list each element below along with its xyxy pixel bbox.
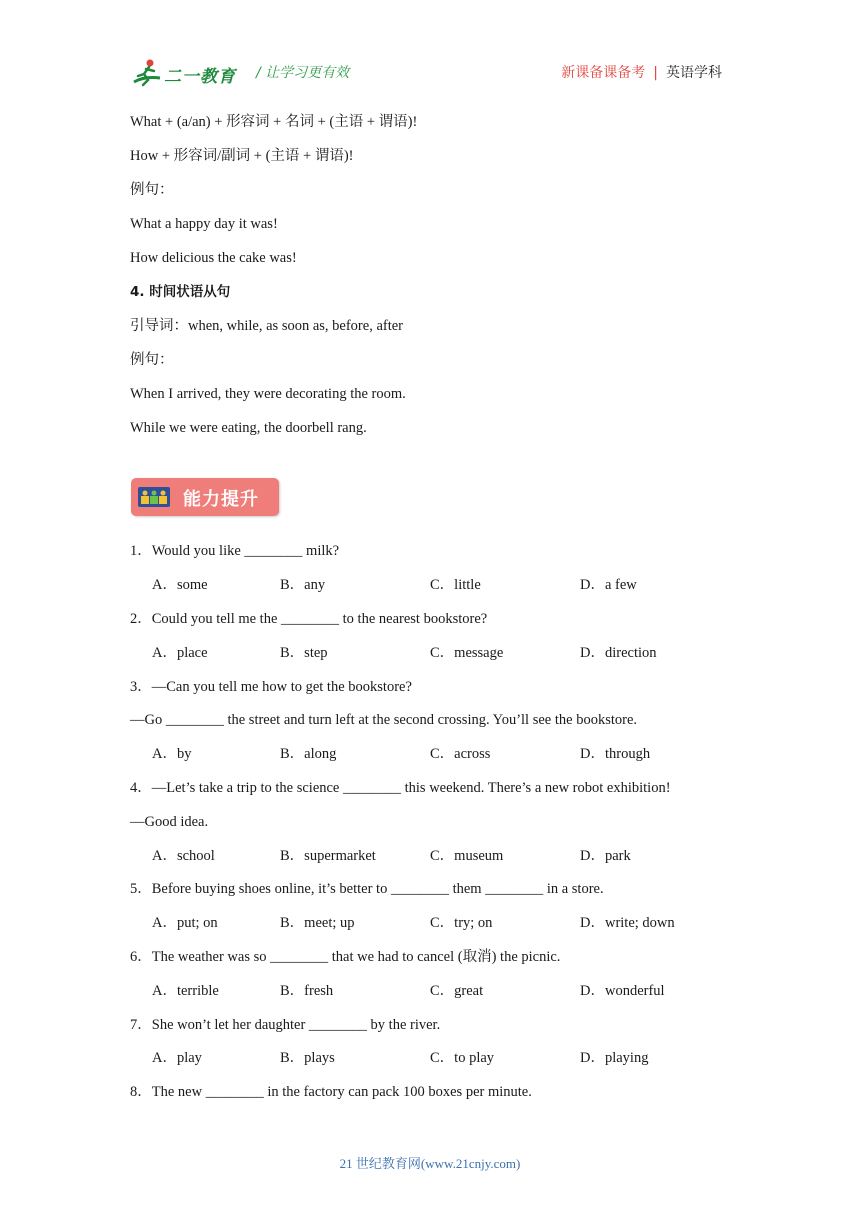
slogan: / 让学习更有效 [256,65,350,81]
option-b[interactable]: B．fresh [280,983,334,999]
logo-text: 二一教育 [164,67,236,87]
grammar-line: What + (a/an) + 形容词 + 名词 + (主语 + 谓语)! [130,114,418,130]
option-d[interactable]: D．direction [580,645,657,661]
question-options [152,575,752,595]
question-options [152,981,752,1001]
option-c[interactable]: C．museum [430,848,504,864]
option-c[interactable]: C．to play [430,1050,495,1066]
question-stem: 6．The weather was so ________ that we had to cancel (取消) the picnic. [130,949,561,965]
example-sentence: When I arrived, they were decorating the room. [130,386,406,402]
option-d[interactable]: D．through [580,746,651,762]
logo [130,58,242,88]
question-options [152,846,752,866]
question-options [152,1048,752,1068]
option-b[interactable]: B．along [280,746,337,762]
option-d[interactable]: D．park [580,848,631,864]
people-icon [138,487,170,507]
grammar-line: 引导词：when, while, as soon as, before, after [130,318,404,334]
question-stem-continued: —Good idea. [130,814,209,830]
grammar-line: 例句： [130,182,174,198]
page-header [130,56,730,90]
question-stem-continued: —Go ________ the street and turn left at the second crossing. You’ll see the bookstore. [130,712,638,728]
option-d[interactable]: D．a few [580,577,637,593]
question-stem: 7．She won’t let her daughter ________ by the river. [130,1017,441,1033]
option-a[interactable]: A．put; on [152,915,218,931]
option-c[interactable]: C．little [430,577,481,593]
grammar-line: How + 形容词/副词 + (主语 + 谓语)! [130,148,354,164]
example-sentence: How delicious the cake was! [130,250,297,266]
question-stem: 1．Would you like ________ milk? [130,543,340,559]
option-a[interactable]: A．play [152,1050,202,1066]
question-options [152,643,752,663]
section-banner [131,478,279,516]
question-stem: 5．Before buying shoes online, it’s better to ________ them ________ in a store. [130,881,604,897]
banner-label: 能力提升 [183,489,259,510]
header-right [561,62,722,82]
option-a[interactable]: A．place [152,645,208,661]
question-stem: 4．—Let’s take a trip to the science ________ this weekend. There’s a new robot exhibition! [130,780,671,796]
header-separator: | [653,65,658,81]
option-b[interactable]: B．supermarket [280,848,376,864]
runner-logo-icon [130,58,164,88]
header-subject: 英语学科 [666,65,722,81]
question-options [152,744,752,764]
option-d[interactable]: D．wonderful [580,983,665,999]
option-a[interactable]: A．some [152,577,208,593]
question-stem: 2．Could you tell me the ________ to the nearest bookstore? [130,611,488,627]
option-b[interactable]: B．any [280,577,326,593]
question-stem: 3．—Can you tell me how to get the bookstore? [130,679,412,695]
question-stem: 8．The new ________ in the factory can pack 100 boxes per minute. [130,1084,532,1100]
example-sentence: What a happy day it was! [130,216,278,232]
option-b[interactable]: B．step [280,645,328,661]
header-course-label: 新课备课备考 [561,65,646,81]
option-a[interactable]: A．terrible [152,983,219,999]
option-c[interactable]: C．message [430,645,504,661]
example-sentence: While we were eating, the doorbell rang. [130,420,367,436]
option-c[interactable]: C．try; on [430,915,493,931]
question-options [152,913,752,933]
option-c[interactable]: C．across [430,746,491,762]
grammar-line: 例句： [130,352,174,368]
page-footer: 21 世纪教育网(www.21cnjy.com) [339,1156,521,1171]
option-b[interactable]: B．meet; up [280,915,355,931]
option-a[interactable]: A．by [152,746,192,762]
option-d[interactable]: D．write; down [580,915,675,931]
option-a[interactable]: A．school [152,848,215,864]
option-b[interactable]: B．plays [280,1050,335,1066]
option-d[interactable]: D．playing [580,1050,649,1066]
option-c[interactable]: C．great [430,983,484,999]
section-heading: 4. 时间状语从句 [130,284,231,300]
